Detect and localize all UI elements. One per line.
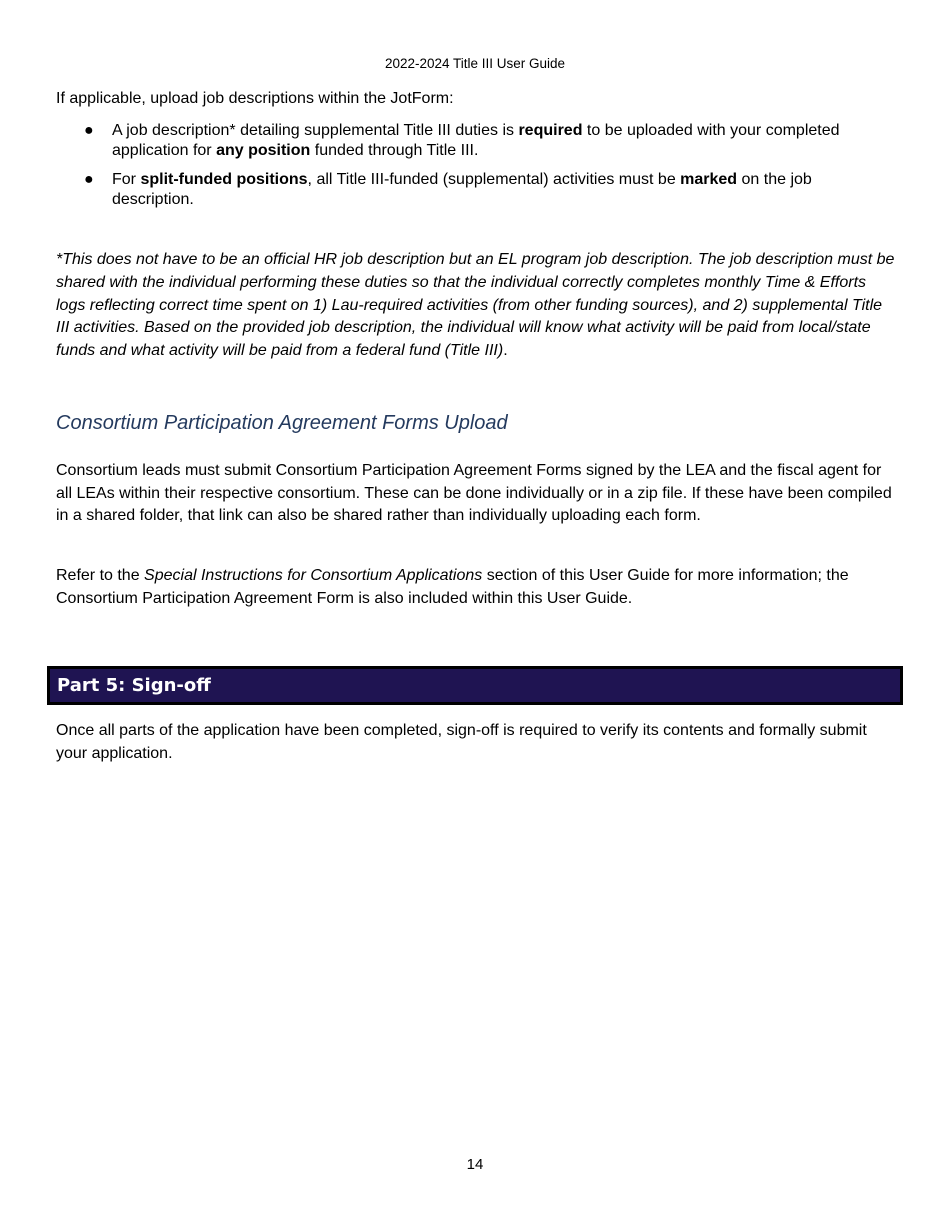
page-number: 14 [466,1156,484,1173]
emphasis-any-position: any position [216,142,311,159]
consortium-reference-paragraph: Refer to the Special Instructions for Consortium Applications section of this User Guide for more information; the Consortium Participation Agreement Form is also included within this User Guide. [56,567,849,607]
emphasis-required: required [518,122,583,139]
bullet-marker: ● [84,171,94,188]
part5-section-header [47,666,903,705]
emphasis-marked: marked [680,171,738,188]
part5-heading: Part 5: Sign-off [57,675,211,696]
bullet-marker: ● [84,122,94,139]
list-item: ● For split-funded positions, all Title III-funded (supplemental) activities must be marked on the job description. [84,171,812,208]
consortium-heading: Consortium Participation Agreement Forms Upload [56,412,508,434]
part5-text: Once all parts of the application have been completed, sign-off is required to verify its contents and formally submit your application. [56,722,867,762]
consortium-paragraph: Consortium leads must submit Consortium Participation Agreement Forms signed by the LEA and the fiscal agent for all LEAs within their respective consortium. These can be done individually or in a zip file. If these have been compiled in a shared folder, that link can also be shared rather than individually uploading each form. [56,462,892,524]
intro-text: If applicable, upload job descriptions within the JotForm: [56,90,454,107]
list-item: ● A job description* detailing supplemental Title III duties is required to be uploaded with your completed application for any position funded through Title III. [84,122,840,159]
running-header: 2022-2024 Title III User Guide [384,56,566,71]
footnote-note: *This does not have to be an official HR job description but an EL program job description. The job description must be shared with the individual performing these duties so that the individual correctly completes monthly Time & Efforts logs reflecting correct time spent on 1) Lau-required activities (from other funding sources), and 2) supplemental Title III activities. Based on the provided job description, the individual will know what activity will be paid from local/state funds and what activity will be paid from a federal fund (Title III). [56,251,895,360]
job-description-list [84,121,896,219]
emphasis-split-funded: split-funded positions [140,171,308,188]
referenced-section-title: Special Instructions for Consortium Applications [144,567,483,584]
